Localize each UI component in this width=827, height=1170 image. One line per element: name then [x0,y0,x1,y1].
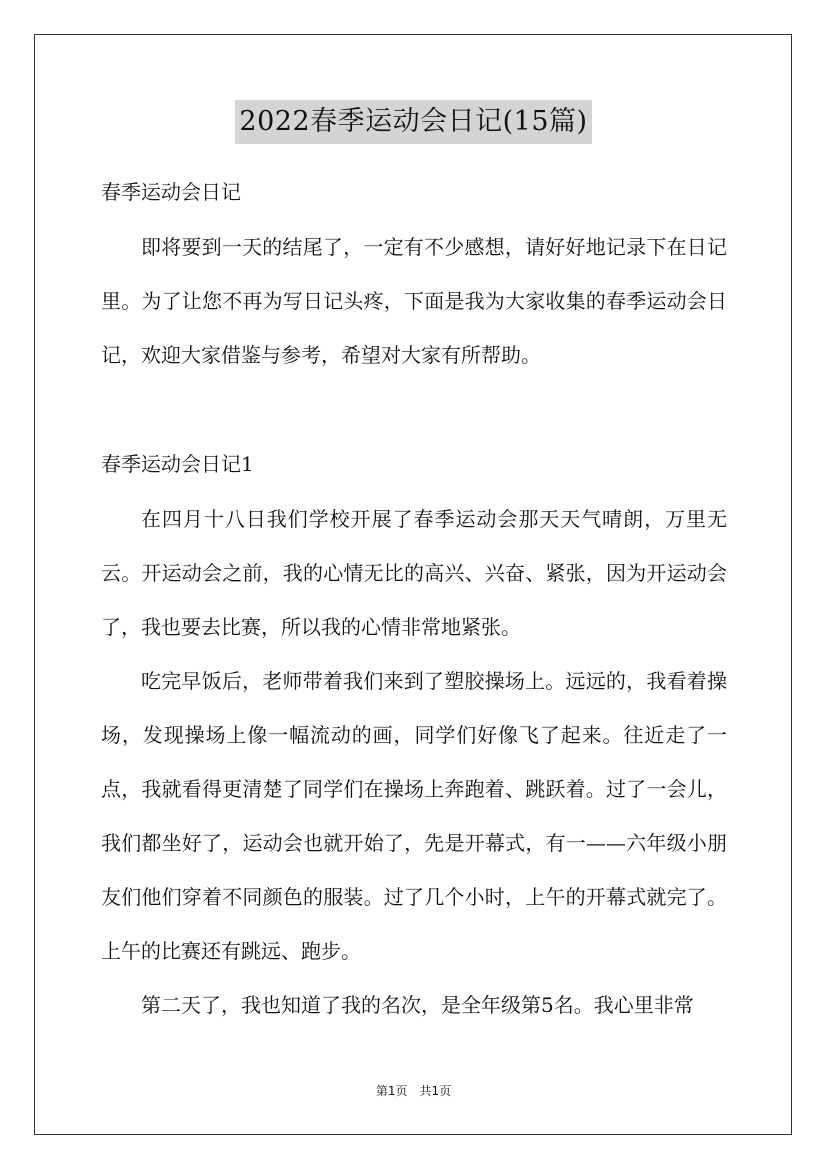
title-container [0,100,827,144]
body-paragraph: 吃完早饭后，老师带着我们来到了塑胶操场上。远远的，我看着操场，发现操场上像一幅流动的画，同学们好像飞了起来。往近走了一点，我就看得更清楚了同学们在操场上奔跑着、跳跃着。过了一会儿，我们都坐好了，运动会也就开始了，先是开幕式，有一——六年级小朋友们他们穿着不同颜色的服装。过了几个小时，上午的开幕式就完了。上午的比赛还有跳远、跑步。 [101,669,727,963]
body-paragraph: 第二天了，我也知道了我的名次，是全年级第5名。我心里非常 [141,993,694,1017]
entry-heading: 春季运动会日记1 [101,452,254,476]
section-heading: 春季运动会日记 [101,180,241,204]
page-footer [0,1082,827,1099]
body-paragraph: 在四月十八日我们学校开展了春季运动会那天天气晴朗，万里无云。开运动会之前，我的心情无比的高兴、兴奋、紧张，因为开运动会了，我也要去比赛，所以我的心情非常地紧张。 [101,507,727,639]
page-total: 共1页 [419,1084,452,1098]
page-number: 第1页 [375,1084,408,1098]
intro-paragraph: 即将要到一天的结尾了，一定有不少感想，请好好地记录下在日记里。为了让您不再为写日记头疼，下面是我为大家收集的春季运动会日记，欢迎大家借鉴与参考，希望对大家有所帮助。 [101,235,727,367]
document-title: 2022春季运动会日记(15篇) [235,100,591,144]
